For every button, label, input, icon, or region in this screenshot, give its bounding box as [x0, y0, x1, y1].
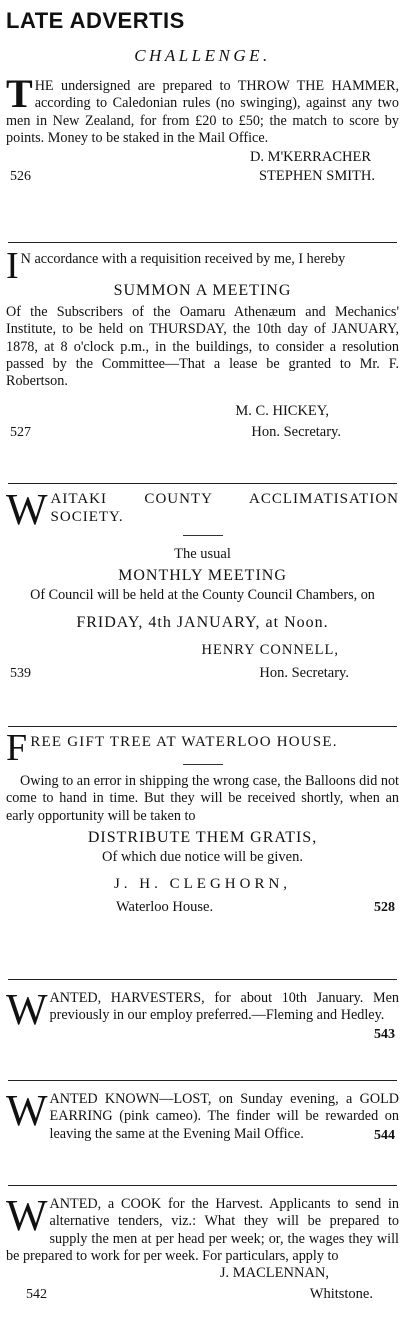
ad-body [6, 727, 399, 769]
ad-body [6, 1191, 399, 1265]
signatory: J. MACLENNAN, [219, 1265, 329, 1282]
ad-subheading: SUMMON A MEETING [113, 282, 292, 300]
ad-number: 539 [10, 665, 31, 681]
drop-capital: I [6, 245, 19, 287]
signature-line [6, 424, 399, 441]
ad-acclimatisation [6, 484, 399, 726]
ad-title: AITAKI COUNTY ACCLIMATISATION SOCIETY. [50, 491, 399, 526]
ad-subheading: MONTHLY MEETING [118, 566, 287, 584]
signature-line [6, 168, 399, 185]
ad-number: 542 [26, 1287, 47, 1303]
ad-harvesters [6, 980, 399, 1080]
meeting-date: FRIDAY, 4th JANUARY, at Noon. [76, 613, 329, 631]
ad-number: 544 [374, 1128, 395, 1144]
ad-body [6, 485, 399, 534]
ad-body [6, 71, 399, 147]
short-rule [183, 535, 223, 536]
section-header: LATE ADVERTIS [6, 8, 185, 33]
ad-lost-earring [6, 1081, 399, 1185]
drop-capital: W [6, 1191, 48, 1240]
ad-subheading: DISTRIBUTE THEM GRATIS, [87, 829, 318, 847]
drop-capital: W [6, 1086, 48, 1135]
ad-text: N accordance with a requisition received by me, I hereby [20, 251, 346, 267]
signatory: D. M'KERRACHER [249, 149, 371, 166]
drop-capital: W [6, 985, 48, 1034]
ad-cook [6, 1186, 399, 1338]
ad-text: Of Council will be held at the County Council Chambers, on [30, 586, 375, 603]
ad-number: 526 [10, 169, 31, 185]
ad-number: 528 [374, 900, 395, 916]
drop-capital: T [6, 71, 33, 116]
ad-text: ANTED, a COOK for the Harvest. Applicants to send in alternative tenders, viz.: What they will be prepared to supply the men at per head per week; or, the wages they will be prepared to work for per week. For particulars, apply to [6, 1196, 399, 1264]
signatory-place: Whitstone. [309, 1286, 373, 1303]
signature-line [6, 665, 399, 682]
drop-capital: F [6, 727, 29, 769]
ad-text: Owing to an error in shipping the wrong case, the Balloons did not come to hand in time. But they will be received shortly, when an early opportunity will be taken to [6, 773, 399, 824]
drop-capital: W [6, 485, 49, 534]
ad-number: 543 [374, 1027, 395, 1043]
ad-heading: CHALLENGE. [134, 46, 271, 65]
ad-text: ANTED, HARVESTERS, for about 10th January. Men previously in our employ preferred.—Fleming and Hedley. [49, 990, 399, 1024]
ad-text: ANTED KNOWN—LOST, on Sunday evening, a GOLD EARRING (pink cameo). The finder will be rewarded on leaving the same at the Evening Mail Office. [49, 1091, 399, 1142]
signature-line [6, 899, 399, 916]
signatory-role: Hon. Secretary. [259, 664, 349, 681]
short-rule [183, 764, 223, 765]
ad-body [6, 245, 399, 287]
signatory: STEPHEN SMITH. [258, 168, 375, 185]
signature-line [6, 1286, 399, 1303]
ad-number: 527 [10, 424, 31, 440]
ad-gift-tree [6, 727, 399, 979]
signatory: HENRY CONNELL, [201, 641, 339, 658]
signatory: J. H. CLEGHORN, [113, 876, 292, 893]
ad-text: The usual [174, 545, 231, 562]
ad-text: Of the Subscribers of the Oamaru Athenæum and Mechanics' Institute, to be held on THURSDAY, the 10th day of JANUARY, 1878, at 8 o'clock p.m., in the buildings, to consider a resolution passed by the Committee—That a lease be granted to Mr. F. Robertson. [6, 304, 399, 390]
ad-athenaeum [6, 243, 399, 483]
signatory-place: Waterloo House. [116, 899, 214, 916]
signatory-role: Hon. Secretary. [251, 423, 341, 440]
ad-text: HE undersigned are prepared to THROW THE HAMMER, according to Caledonian rules (no swinging), against any two men in New Zealand, for from £20 to £50; the match to score by points. Money to be staked in the Mail Office. [6, 78, 399, 146]
ad-text: Of which due notice will be given. [102, 849, 303, 866]
ad-title: REE GIFT TREE AT WATERLOO HOUSE. [30, 734, 338, 750]
ad-challenge [6, 46, 399, 242]
signatory: M. C. HICKEY, [235, 402, 329, 419]
ad-body [6, 985, 399, 1034]
